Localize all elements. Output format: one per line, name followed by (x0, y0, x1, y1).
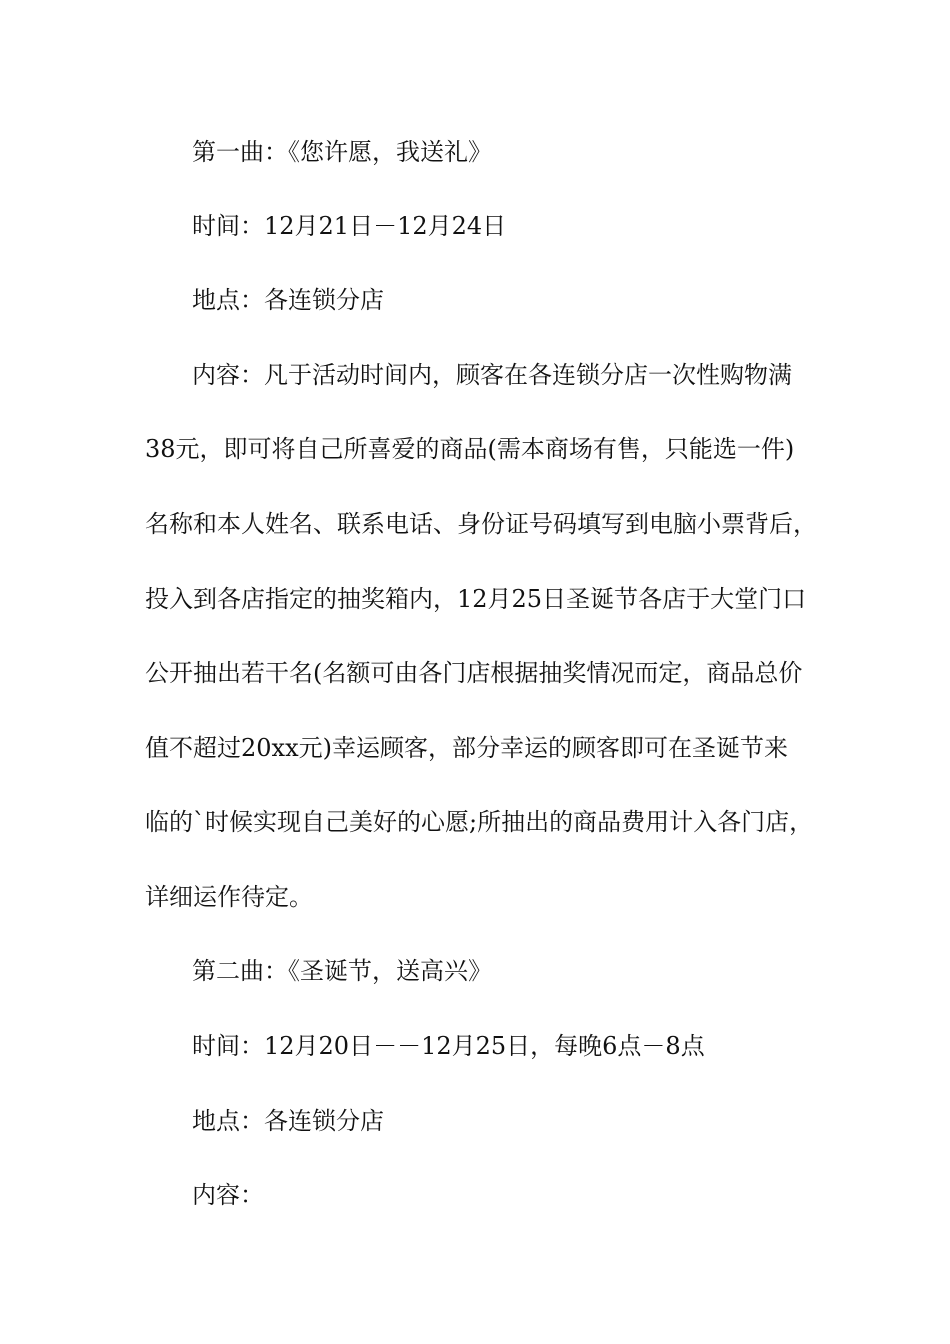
section-1-content-line: 38元，即可将自己所喜爱的商品(需本商场有售，只能选一件) (145, 435, 795, 463)
section-2-title: 第二曲：《圣诞节，送高兴》 (192, 957, 492, 985)
section-1-content-line: 公开抽出若干名(名额可由各门店根据抽奖情况而定，商品总价 (145, 659, 803, 687)
section-1-content-line: 名称和本人姓名、联系电话、身份证号码填写到电脑小票背后， (145, 510, 817, 538)
section-2-place: 地点：各连锁分店 (192, 1107, 384, 1135)
section-1-content-line: 值不超过20xx元)幸运顾客，部分幸运的顾客即可在圣诞节来 (145, 734, 788, 762)
section-1-time: 时间：12月21日－12月24日 (192, 212, 507, 240)
section-1-content-line: 详细运作待定。 (145, 883, 313, 911)
section-2-time: 时间：12月20日－－12月25日，每晚6点－8点 (192, 1032, 705, 1060)
section-1-content-line: 内容：凡于活动时间内，顾客在各连锁分店一次性购物满 (192, 361, 792, 389)
section-2-content-label: 内容： (192, 1181, 264, 1209)
section-1-title: 第一曲：《您许愿，我送礼》 (192, 138, 492, 166)
section-1-content-line: 投入到各店指定的抽奖箱内，12月25日圣诞节各店于大堂门口 (145, 585, 807, 613)
section-1-place: 地点：各连锁分店 (192, 286, 384, 314)
section-1-content-line: 临的`时候实现自己美好的心愿;所抽出的商品费用计入各门店， (145, 808, 814, 836)
